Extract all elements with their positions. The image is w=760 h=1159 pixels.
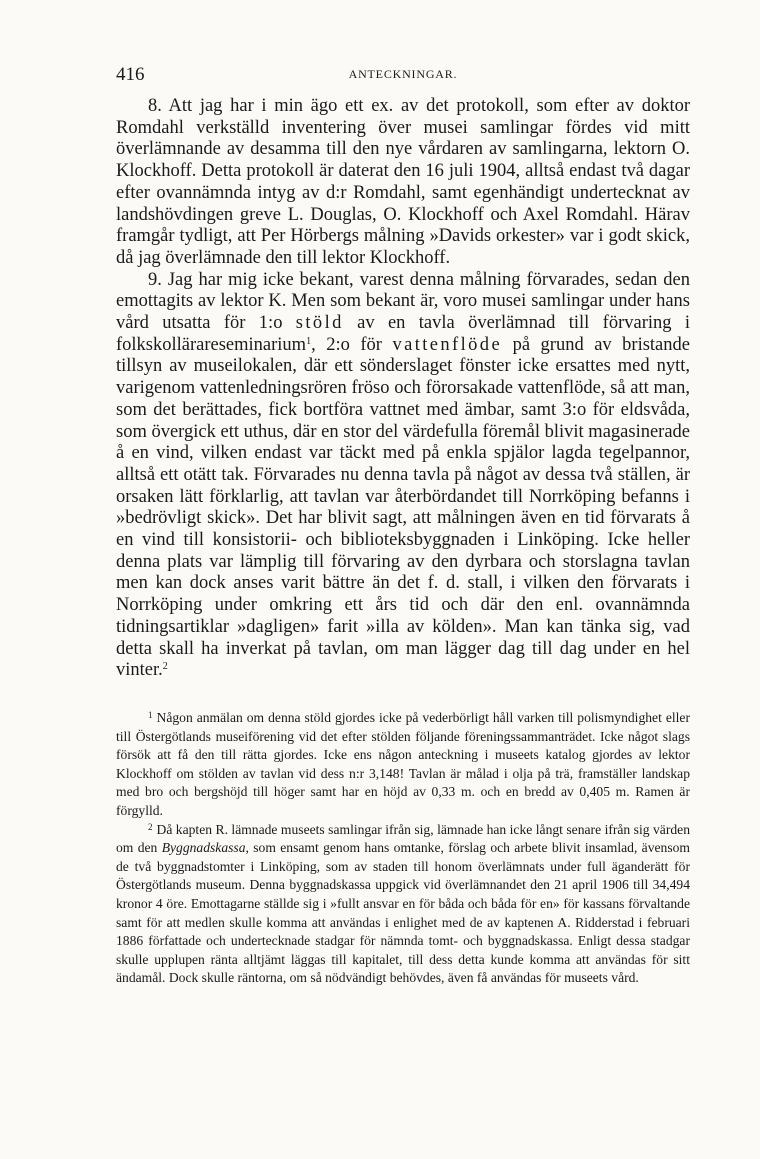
spaced-word-stold: stöld xyxy=(295,313,344,334)
footnote-ref-1: 1 xyxy=(306,335,312,347)
paragraph-9-part-3: , 2:o för xyxy=(311,334,393,355)
paragraph-9-part-1: 9. Jag har mig icke bekant, varest denna målning förvarades, sedan den emottagits av lektor K. Men som bekant är, voro musei samlingar under hans vård utsatta för 1:o xyxy=(116,269,690,334)
page-header xyxy=(116,64,690,88)
page-number: 416 xyxy=(116,64,145,85)
footnotes xyxy=(116,709,690,988)
footnote-1 xyxy=(116,709,690,821)
paragraph-9-part-4: på grund av bristande tillsyn av museilokalen, där ett sönderslaget fönster icke ersattes med nytt, varigenom vattenledningsrören fröso och förorsakade vattenflöde, så att man, som det berättades, fick bortföra vattnet med ämbar, samt 3:o för eldsvåda, som övergick ett uthus, där en stor del värdefulla föremål blivit magasinerade å en vind, vilken endast var täckt med på enkla spjälor lagda tegelpannor, alltså ett otätt tak. Förvarades nu denna tavla på något av dessa två ställen, är orsaken lätt förklarlig, att tavlan var återbördandet till Norrköping befanns i »bedrövligt skick». Det har blivit sagt, att målningen även en tid förvarats å en vind till konsistorii- och biblioteksbyggnaden i Linköping. Icke heller denna plats var lämplig till förvaring av den dyrbara och storslagna tavlan men kan dock anses varit bättre än det f. d. stall, i vilken den förvarats i Norrköping under omkring ett års tid och där den enl. ovannämnda tidningsartiklar »dagligen» farit »illa av kölden». Man kan tänka sig, vad detta skall ha inverkat på tavlan, om man lägger dag till dag under en hel vinter. xyxy=(116,334,691,681)
paragraph-8: 8. Att jag har i min ägo ett ex. av det protokoll, som efter av doktor Romdahl verkställd inventering över musei samlingar fördes vid mitt överlämnande av desamma till den nye vårdaren av samlingarna, lektorn O. Klockhoff. Detta protokoll är daterat den 16 juli 1904, alltså endast två dagar efter ovannämnda intyg av d:r Romdahl, samt egenhändigt undertecknat av landshövdingen greve L. Douglas, O. Klockhoff och Axel Romdahl. Härav framgår tydligt, att Per Hörbergs målning »Davids orkester» var i godt skick, då jag överlämnade den till lektor Klockhoff. xyxy=(116,96,690,268)
footnote-2-marker: 2 xyxy=(148,821,153,832)
paragraph-9-part-2: av en tavla överlämnad till förvaring i folkskollärareseminarium xyxy=(116,313,690,355)
footnote-2-text-before: Då kapten R. lämnade museets samlingar ifrån sig, lämnade han icke långt senare ifrån sig värden om den xyxy=(116,821,690,856)
footnote-ref-2: 2 xyxy=(162,661,168,673)
footnote-2 xyxy=(116,821,690,988)
footnote-1-marker: 1 xyxy=(148,710,153,720)
footnote-2-emphasis: Byggnadskassa xyxy=(161,840,246,856)
footnote-2-text-after: , som ensamt genom hans omtanke, förslag och arbete blivit insamlad, ävensom de två byggnadstomter i Linköping, som av staden till honom överlämnats under full äganderätt för Östergötlands museum. Denna byggnadskassa uppgick vid överlämnandet den 21 april 1906 till 34,494 kronor 4 öre. Emottagarne ställde sig i »fullt ansvar en för båda och båda för en» för kassans förvaltande samt för att medlen skulle komma att användas i enlighet med de av kaptenen A. Ridderstad i februari 1886 författade och undertecknade stadgar för nämnda tomt- och byggnadskassa. Enligt dessa stadgar skulle upplupen ränta alltjämt läggas till kapitalet, till dess detta kunde komma att användas för sitt ändamål. Dock skulle räntorna, om så nödvändigt behövdes, även få användas för museets vård. xyxy=(116,840,690,986)
spaced-word-vattenflode: vattenflöde xyxy=(392,334,503,355)
running-head: ANTECKNINGAR. xyxy=(348,67,458,81)
body-text xyxy=(116,96,690,682)
paragraph-9 xyxy=(116,270,690,682)
footnote-1-text: Någon anmälan om denna stöld gjordes icke på vederbörligt håll varken till polismyndighet eller till Östergötlands museiförening vid det efter stölden följande föreningssammanträdet. Icke något slags försök att få den till rätta gjordes. Icke ens någon anteckning i museets katalog gjordes av lektor Klockhoff om stölden av tavlan vid dess n:r 3,148! Tavlan är målad i olja på trä, framställer landskap med bro och bergshöjd till höger samt har en höjd av 0,33 m. och en bredd av 0,405 m. Ramen är förgylld. xyxy=(116,710,690,818)
